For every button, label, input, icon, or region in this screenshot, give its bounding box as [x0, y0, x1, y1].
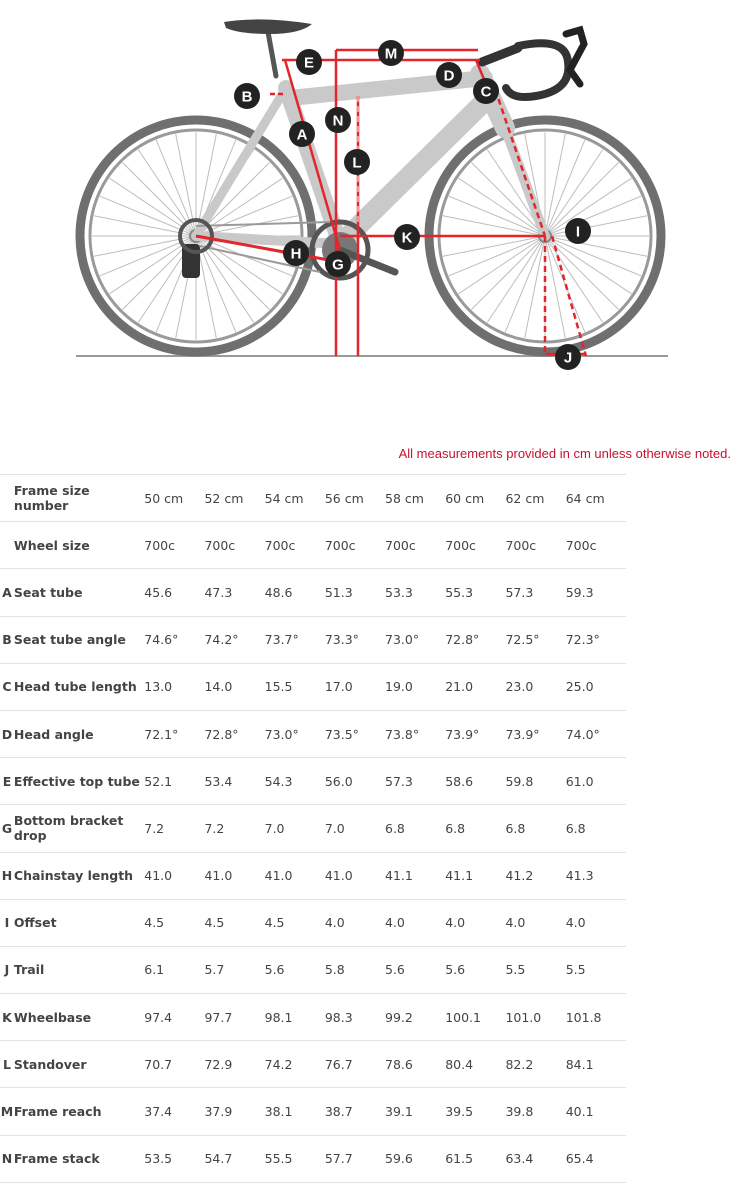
cell-value: 41.3: [566, 852, 626, 899]
cell-value: 54 cm: [265, 475, 325, 522]
row-label: Seat tube: [14, 569, 144, 616]
row-letter: J: [0, 946, 14, 993]
cell-value: 59.3: [566, 569, 626, 616]
cell-value: 62 cm: [505, 475, 565, 522]
cell-value: 57.3: [505, 569, 565, 616]
table-row: [0, 522, 626, 569]
svg-text:K: K: [401, 229, 413, 247]
cell-value: 700c: [204, 522, 264, 569]
cell-value: 700c: [144, 522, 204, 569]
row-letter: A: [0, 569, 14, 616]
svg-text:M: M: [384, 45, 398, 63]
cell-value: 41.1: [445, 852, 505, 899]
cell-value: 6.8: [445, 805, 505, 852]
cell-value: 51.3: [325, 569, 385, 616]
marker-g: [325, 251, 351, 277]
cell-value: 40.1: [566, 1088, 626, 1135]
cell-value: 98.1: [265, 994, 325, 1041]
svg-text:B: B: [241, 88, 253, 106]
row-label: Frame size number: [14, 475, 144, 522]
cell-value: 72.5°: [505, 616, 565, 663]
cell-value: 45.6: [144, 569, 204, 616]
svg-text:H: H: [290, 245, 302, 263]
cell-value: 4.5: [265, 899, 325, 946]
cell-value: 57.3: [385, 758, 445, 805]
cell-value: 73.7°: [265, 616, 325, 663]
cell-value: 73.5°: [325, 710, 385, 757]
row-label: Trail: [14, 946, 144, 993]
cell-value: 53.3: [385, 569, 445, 616]
cell-value: 700c: [445, 522, 505, 569]
table-row: [0, 758, 626, 805]
marker-i: [565, 218, 591, 244]
table-row: [0, 1041, 626, 1088]
cell-value: 39.5: [445, 1088, 505, 1135]
cell-value: 14.0: [204, 663, 264, 710]
table-row: [0, 899, 626, 946]
row-label: Offset: [14, 899, 144, 946]
row-label: Head tube length: [14, 663, 144, 710]
table-row: [0, 616, 626, 663]
cell-value: 56.0: [325, 758, 385, 805]
cell-value: 6.1: [144, 946, 204, 993]
cell-value: 65.4: [566, 1135, 626, 1182]
table-row: [0, 710, 626, 757]
cell-value: 98.3: [325, 994, 385, 1041]
table-row: [0, 852, 626, 899]
cell-value: 73.8°: [385, 710, 445, 757]
cell-value: 6.8: [505, 805, 565, 852]
svg-text:I: I: [575, 223, 581, 241]
cell-value: 82.2: [505, 1041, 565, 1088]
cell-value: 50 cm: [144, 475, 204, 522]
cell-value: 37.4: [144, 1088, 204, 1135]
cell-value: 38.7: [325, 1088, 385, 1135]
cell-value: 4.0: [385, 899, 445, 946]
cell-value: 700c: [385, 522, 445, 569]
table-row: [0, 663, 626, 710]
cell-value: 97.4: [144, 994, 204, 1041]
cell-value: 21.0: [445, 663, 505, 710]
cell-value: 52 cm: [204, 475, 264, 522]
cell-value: 61.0: [566, 758, 626, 805]
cell-value: 64 cm: [566, 475, 626, 522]
row-letter: [0, 522, 14, 569]
cell-value: 7.0: [265, 805, 325, 852]
cell-value: 99.2: [385, 994, 445, 1041]
cell-value: 700c: [265, 522, 325, 569]
cell-value: 59.8: [505, 758, 565, 805]
cell-value: 78.6: [385, 1041, 445, 1088]
marker-j: [555, 344, 581, 370]
table-header-row: [0, 475, 626, 522]
cell-value: 52.1: [144, 758, 204, 805]
marker-k: [394, 224, 420, 250]
cell-value: 72.9: [204, 1041, 264, 1088]
cell-value: 5.5: [566, 946, 626, 993]
cell-value: 7.2: [144, 805, 204, 852]
cell-value: 55.3: [445, 569, 505, 616]
row-label: Wheelbase: [14, 994, 144, 1041]
cell-value: 97.7: [204, 994, 264, 1041]
cell-value: 73.0°: [265, 710, 325, 757]
marker-n: [325, 107, 351, 133]
cell-value: 7.0: [325, 805, 385, 852]
cell-value: 5.5: [505, 946, 565, 993]
row-letter: H: [0, 852, 14, 899]
saddle: [224, 19, 312, 34]
marker-m: [378, 40, 404, 66]
marker-l: [344, 149, 370, 175]
cell-value: 5.7: [204, 946, 264, 993]
svg-text:D: D: [443, 67, 455, 85]
cell-value: 54.3: [265, 758, 325, 805]
cell-value: 53.4: [204, 758, 264, 805]
cell-value: 39.8: [505, 1088, 565, 1135]
cell-value: 700c: [505, 522, 565, 569]
cell-value: 4.0: [325, 899, 385, 946]
cell-value: 700c: [566, 522, 626, 569]
cell-value: 100.1: [445, 994, 505, 1041]
cell-value: 48.6: [265, 569, 325, 616]
cell-value: 59.6: [385, 1135, 445, 1182]
marker-b: [234, 83, 260, 109]
table-row: [0, 946, 626, 993]
cell-value: 41.0: [144, 852, 204, 899]
row-letter: G: [0, 805, 14, 852]
cell-value: 4.5: [144, 899, 204, 946]
svg-text:L: L: [352, 154, 362, 172]
svg-text:J: J: [563, 349, 573, 367]
row-letter: K: [0, 994, 14, 1041]
cell-value: 700c: [325, 522, 385, 569]
row-letter: M: [0, 1088, 14, 1135]
cell-value: 4.0: [505, 899, 565, 946]
cell-value: 19.0: [385, 663, 445, 710]
cell-value: 56 cm: [325, 475, 385, 522]
table-row: [0, 994, 626, 1041]
cell-value: 58 cm: [385, 475, 445, 522]
svg-text:C: C: [480, 83, 492, 101]
svg-text:G: G: [332, 256, 344, 274]
cell-value: 23.0: [505, 663, 565, 710]
cell-value: 5.6: [385, 946, 445, 993]
cell-value: 55.5: [265, 1135, 325, 1182]
row-letter: D: [0, 710, 14, 757]
table-row: [0, 1135, 626, 1182]
row-label: Effective top tube: [14, 758, 144, 805]
row-label: Standover: [14, 1041, 144, 1088]
row-label: Frame stack: [14, 1135, 144, 1182]
cell-value: 53.5: [144, 1135, 204, 1182]
cell-value: 13.0: [144, 663, 204, 710]
marker-h: [283, 240, 309, 266]
row-label: Frame reach: [14, 1088, 144, 1135]
marker-c: [473, 78, 499, 104]
svg-text:N: N: [332, 112, 344, 130]
cell-value: 61.5: [445, 1135, 505, 1182]
cell-value: 74.2: [265, 1041, 325, 1088]
table-row: [0, 569, 626, 616]
row-label: Chainstay length: [14, 852, 144, 899]
cell-value: 41.0: [325, 852, 385, 899]
geometry-table: [0, 474, 626, 1183]
cell-value: 41.2: [505, 852, 565, 899]
cell-value: 6.8: [385, 805, 445, 852]
cell-value: 72.3°: [566, 616, 626, 663]
measurement-note: All measurements provided in cm unless otherwise noted.: [398, 446, 731, 461]
cell-value: 73.9°: [445, 710, 505, 757]
cell-value: 6.8: [566, 805, 626, 852]
cell-value: 41.1: [385, 852, 445, 899]
cell-value: 5.8: [325, 946, 385, 993]
table-row: [0, 1088, 626, 1135]
row-letter: L: [0, 1041, 14, 1088]
cell-value: 60 cm: [445, 475, 505, 522]
marker-a: [289, 121, 315, 147]
cell-value: 17.0: [325, 663, 385, 710]
cell-value: 74.2°: [204, 616, 264, 663]
cell-value: 54.7: [204, 1135, 264, 1182]
cell-value: 73.9°: [505, 710, 565, 757]
cell-value: 74.0°: [566, 710, 626, 757]
cell-value: 58.6: [445, 758, 505, 805]
cell-value: 57.7: [325, 1135, 385, 1182]
row-letter: I: [0, 899, 14, 946]
marker-e: [296, 49, 322, 75]
cell-value: 101.0: [505, 994, 565, 1041]
table-row: [0, 805, 626, 852]
row-label: Wheel size: [14, 522, 144, 569]
cell-value: 47.3: [204, 569, 264, 616]
svg-text:E: E: [303, 54, 315, 72]
cell-value: 80.4: [445, 1041, 505, 1088]
cell-value: 72.8°: [204, 710, 264, 757]
marker-d: [436, 62, 462, 88]
row-letter: N: [0, 1135, 14, 1182]
cell-value: 39.1: [385, 1088, 445, 1135]
cell-value: 41.0: [204, 852, 264, 899]
cell-value: 70.7: [144, 1041, 204, 1088]
cell-value: 63.4: [505, 1135, 565, 1182]
bike-geometry-diagram: [0, 0, 737, 380]
svg-text:A: A: [296, 126, 308, 144]
cell-value: 84.1: [566, 1041, 626, 1088]
cell-value: 7.2: [204, 805, 264, 852]
cell-value: 76.7: [325, 1041, 385, 1088]
cell-value: 4.0: [445, 899, 505, 946]
cell-value: 4.0: [566, 899, 626, 946]
cell-value: 72.8°: [445, 616, 505, 663]
cell-value: 25.0: [566, 663, 626, 710]
row-letter: C: [0, 663, 14, 710]
row-label: Seat tube angle: [14, 616, 144, 663]
cell-value: 37.9: [204, 1088, 264, 1135]
cell-value: 15.5: [265, 663, 325, 710]
cell-value: 73.0°: [385, 616, 445, 663]
cell-value: 73.3°: [325, 616, 385, 663]
row-letter: B: [0, 616, 14, 663]
row-label: Bottom bracket drop: [14, 805, 144, 852]
row-label: Head angle: [14, 710, 144, 757]
cell-value: 101.8: [566, 994, 626, 1041]
cell-value: 5.6: [445, 946, 505, 993]
cell-value: 72.1°: [144, 710, 204, 757]
cell-value: 41.0: [265, 852, 325, 899]
cell-value: 38.1: [265, 1088, 325, 1135]
cell-value: 74.6°: [144, 616, 204, 663]
cell-value: 5.6: [265, 946, 325, 993]
row-letter: E: [0, 758, 14, 805]
bike-frame: [196, 32, 545, 244]
row-letter: [0, 475, 14, 522]
cell-value: 4.5: [204, 899, 264, 946]
